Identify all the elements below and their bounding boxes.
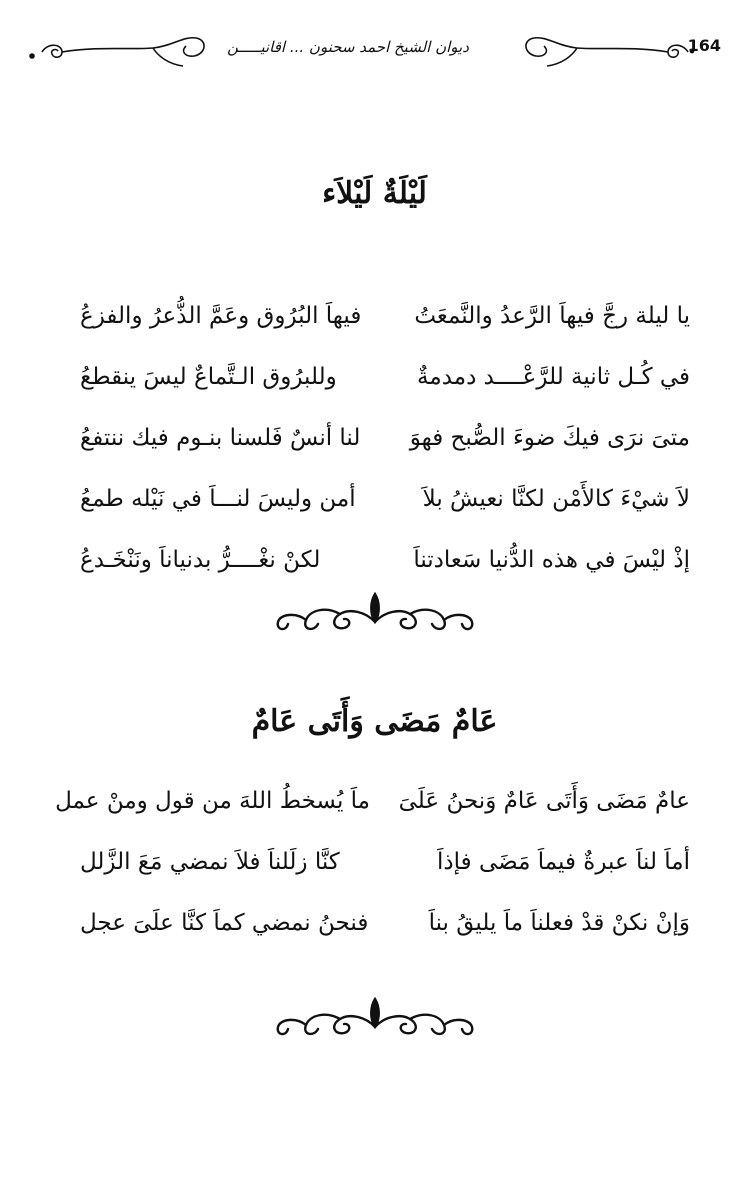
verse-first-hemistich: لاَ شيْءَ كالأَمْن لكنَّا نعيشُ بلاَ — [422, 485, 690, 512]
verse-second-hemistich: لنا أنسٌ فَلسنا بنـوم فيك ننتفعُ — [80, 424, 361, 451]
verse — [80, 407, 690, 468]
verse-second-hemistich: كنَّا زلَلناَ فلاَ نمضي مَعَ الزَّلل — [80, 848, 340, 875]
poem-title: لَيْلَةٌ لَيْلاَء — [322, 176, 427, 211]
section-divider-ornament-icon — [270, 995, 480, 1041]
verse-second-hemistich: أمن وليسَ لنـــاَ في نَيْله طمعُ — [80, 485, 356, 512]
verse — [80, 468, 690, 529]
verse — [80, 831, 690, 892]
verse-first-hemistich: إذْ ليْسَ في هذه الدُّنيا سَعادتناَ — [413, 546, 690, 573]
verse — [80, 892, 690, 953]
verse — [80, 346, 690, 407]
verse-first-hemistich: عامٌ مَضَى وَأَتَى عَامٌ وَنحنُ عَلَىَ — [398, 787, 690, 814]
verse-second-hemistich: فنحنُ نمضي كماَ كنَّا علَىَ عجل — [80, 909, 369, 936]
verse-first-hemistich: يا ليلة رجَّ فيهاَ الرَّعدُ والنَّمعَتُ — [414, 302, 690, 329]
header-title: ديوان الشيخ احمد سحنون ... اقانيـــــن — [227, 38, 469, 56]
verse-first-hemistich: في كُـل ثانية للرَّعْــــد دمدمةٌ — [417, 363, 690, 390]
section-divider-ornament-icon — [270, 590, 480, 636]
verse-second-hemistich: لكنْ نغْــــرُّ بدنياناَ ونَنْخَـدعُ — [80, 546, 321, 573]
verse — [80, 529, 690, 590]
page-number: 164 — [687, 36, 721, 55]
verse — [80, 285, 690, 346]
poem-title: عَامٌ مَضَى وَأَتَى عَامٌ — [251, 704, 498, 739]
poem-verses — [80, 285, 690, 590]
verse-first-hemistich: أماَ لناَ عبرةٌ فيماَ مَضَى فإذاَ — [437, 848, 690, 875]
verse-first-hemistich: متىَ نرَى فيكَ ضوءَ الصُّبح فهوَ — [409, 424, 690, 451]
verse-second-hemistich: ماَ يُسخطُ اللهَ من قول ومنْ عمل — [55, 787, 370, 814]
verse — [55, 770, 690, 831]
verse-first-hemistich: وَإنْ نكنْ قدْ فعلناَ ماَ يليقُ بناَ — [428, 909, 690, 936]
verse-second-hemistich: فيهاَ البُرُوق وعَمَّ الذُّعرُ والفزعُ — [80, 302, 362, 329]
verse-second-hemistich: وللبرُوق الـتَّماعٌ ليسَ ينقطعُ — [80, 363, 337, 390]
poem-verses — [55, 770, 690, 953]
page-header — [28, 26, 721, 70]
